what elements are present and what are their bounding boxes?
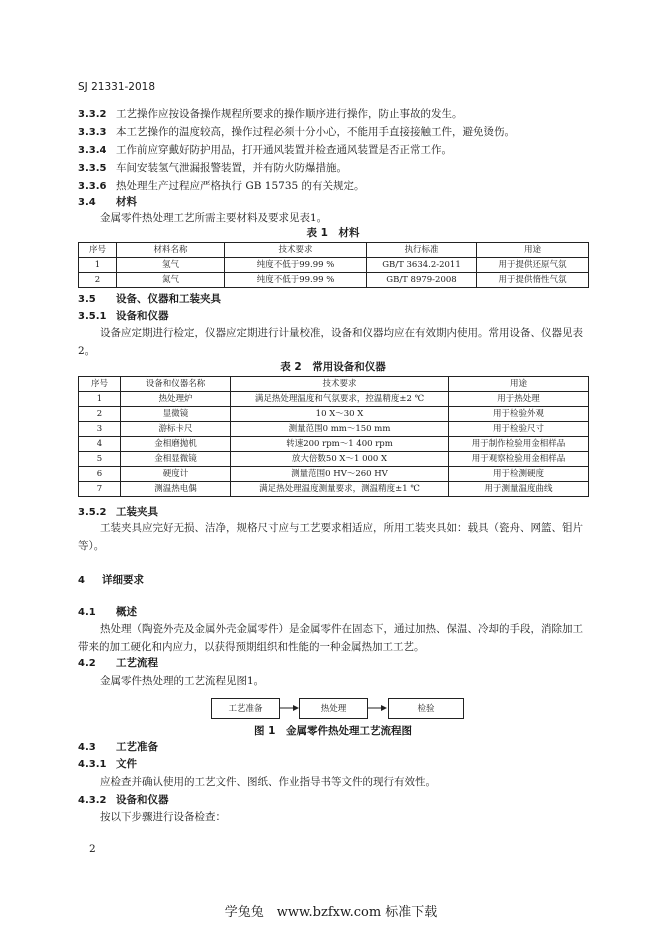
clause-text: 工艺操作应按设备操作规程所要求的操作顺序进行操作，防止事故的发生。 [116,108,463,120]
table-cell: GB/T 8979-2008 [367,273,477,288]
clause-number: 3.3.3 [78,127,107,138]
flow-step-preparation: 工艺准备 [211,698,280,719]
fixtures-paragraph: 工装夹具应完好无损、洁净，规格尺寸应与工艺要求相适应，所用工装夹具如：载具（瓷舟、网篮、钼片等）。 [78,522,583,552]
table-row [79,392,589,407]
heading-4-3-2 [78,794,169,808]
table-cell: 测量范围0 HV～260 HV [231,467,449,482]
section-number: 3.5.2 [78,507,107,518]
section-number: 3.5 [78,294,96,305]
table-cell: 热处理炉 [121,392,231,407]
table-cell: 6 [79,467,121,482]
table-cell: 2 [79,407,121,422]
clause-3-3-6 [78,180,365,194]
table-cell: 用于制作检验用金相样品 [449,437,589,452]
table-row [79,467,589,482]
heading-3-5-1 [78,310,169,324]
col-header: 序号 [79,243,117,258]
clause-number: 3.3.6 [78,181,107,192]
table-cell: 氢气 [117,258,225,273]
table-cell: 10 X～30 X [231,407,449,422]
col-header: 技术要求 [231,377,449,392]
table-cell: 用于热处理 [449,392,589,407]
table-cell: 测量范围0 mm～150 mm [231,422,449,437]
section-title: 工艺流程 [116,657,158,669]
table-cell: 4 [79,437,121,452]
section-title: 设备和仪器 [116,310,169,322]
clause-text: 热处理生产过程应严格执行 GB 15735 的有关规定。 [116,180,365,192]
heading-3-5-2 [78,506,158,520]
clause-number: 3.3.5 [78,163,107,174]
table-cell: 金相磨抛机 [121,437,231,452]
doc-code: SJ 21331-2018 [78,81,156,93]
section-number: 4 [78,575,85,586]
table-cell: 用于测量温度曲线 [449,482,589,497]
table-cell: 用于检验外观 [449,407,589,422]
arrow-right-icon [368,703,388,713]
materials-intro: 金属零件热处理工艺所需主要材料及要求见表1。 [100,212,328,224]
table-cell: 用于检测硬度 [449,467,589,482]
heading-4-1 [78,606,137,620]
section-number: 4.3.1 [78,759,107,770]
table-cell: 3 [79,422,121,437]
process-intro: 金属零件热处理的工艺流程见图1。 [100,675,265,687]
col-header: 材料名称 [117,243,225,258]
clause-text: 本工艺操作的温度较高，操作过程必须十分小心，不能用手直接接触工件，避免烫伤。 [116,126,515,138]
documents-text: 应检查并确认使用的工艺文件、图纸、作业指导书等文件的现行有效性。 [100,776,436,788]
table-cell: GB/T 3634.2-2011 [367,258,477,273]
table-cell: 2 [79,273,117,288]
table-header-row [79,243,589,258]
heading-4-3-1 [78,758,137,772]
table-cell: 1 [79,392,121,407]
table-cell: 氮气 [117,273,225,288]
table-cell: 用于提供惰性气氛 [477,273,589,288]
section-title: 概述 [116,606,137,618]
section-number: 3.5.1 [78,311,107,322]
heading-4-2 [78,657,158,671]
table-cell: 用于观察检验用金相样品 [449,452,589,467]
section-title: 设备和仪器 [116,794,169,806]
section-number: 4.3 [78,742,96,753]
col-header: 用途 [449,377,589,392]
overview-paragraph: 热处理（陶瓷外壳及金属外壳金属零件）是金属零件在固态下，通过加热、保温、冷却的手段，消除加工带来的加工硬化和内应力，以获得预期组织和性能的一种金属热加工工艺。 [78,623,583,653]
table-row [79,422,589,437]
heading-4 [78,574,144,588]
clause-3-3-3 [78,126,515,140]
clause-3-3-2 [78,108,463,122]
clause-3-3-5 [78,162,347,176]
table-cell: 转速200 rpm～1 400 rpm [231,437,449,452]
section-number: 4.2 [78,658,96,669]
section-number: 3.4 [78,197,96,208]
table-cell: 测温热电偶 [121,482,231,497]
table-row [79,482,589,497]
section-number: 4.1 [78,607,96,618]
section-title: 材料 [116,196,137,208]
table-cell: 1 [79,258,117,273]
figure1-caption: 图 1 金属零件热处理工艺流程图 [254,725,412,737]
table-cell: 放大倍数50 X～1 000 X [231,452,449,467]
section-title: 文件 [116,758,137,770]
heading-3-5 [78,293,221,307]
footer-watermark: 学兔兔 www.bzfxw.com 标准下载 [224,905,438,920]
col-header: 执行标准 [367,243,477,258]
materials-table [78,242,589,288]
page-number: 2 [89,843,96,855]
equipment-check-text: 按以下步骤进行设备检查： [100,811,226,823]
table-row [79,437,589,452]
table-row [79,258,589,273]
table-cell: 7 [79,482,121,497]
table1-caption: 表 1 材料 [306,227,360,239]
clause-number: 3.3.4 [78,145,107,156]
clause-number: 3.3.2 [78,109,107,120]
table-cell: 满足热处理温度和气氛要求，控温精度±2 ℃ [231,392,449,407]
clause-text: 车间安装氢气泄漏报警装置，并有防火防爆措施。 [116,162,347,174]
table-cell: 纯度不低于99.99 % [225,273,367,288]
table-row [79,407,589,422]
table-cell: 游标卡尺 [121,422,231,437]
table-row [79,273,589,288]
table-cell: 纯度不低于99.99 % [225,258,367,273]
heading-3-4 [78,196,137,210]
table-header-row [79,377,589,392]
table2-caption: 表 2 常用设备和仪器 [280,361,386,373]
col-header: 用途 [477,243,589,258]
section-title: 设备、仪器和工装夹具 [116,293,221,305]
table-cell: 5 [79,452,121,467]
col-header: 设备和仪器名称 [121,377,231,392]
table-cell: 金相显微镜 [121,452,231,467]
equipment-paragraph: 设备应定期进行检定，仪器应定期进行计量校准，设备和仪器均应在有效期内使用。常用设备、仪器见表2。 [78,327,583,357]
flow-step-inspection: 检验 [388,698,464,719]
equipment-table [78,376,589,497]
clause-3-3-4 [78,144,452,158]
section-number: 4.3.2 [78,795,107,806]
table-cell: 用于提供还原气氛 [477,258,589,273]
col-header: 技术要求 [225,243,367,258]
section-title: 工装夹具 [116,506,158,518]
section-title: 详细要求 [102,574,144,586]
table-cell: 用于检验尺寸 [449,422,589,437]
table-cell: 满足热处理温度测量要求，测温精度±1 ℃ [231,482,449,497]
col-header: 序号 [79,377,121,392]
heading-4-3 [78,741,158,755]
arrow-right-icon [280,703,300,713]
table-cell: 显微镜 [121,407,231,422]
flow-step-heat-treatment: 热处理 [299,698,368,719]
table-cell: 硬度计 [121,467,231,482]
table-row [79,452,589,467]
clause-text: 工作前应穿戴好防护用品，打开通风装置并检查通风装置是否正常工作。 [116,144,452,156]
section-title: 工艺准备 [116,741,158,753]
